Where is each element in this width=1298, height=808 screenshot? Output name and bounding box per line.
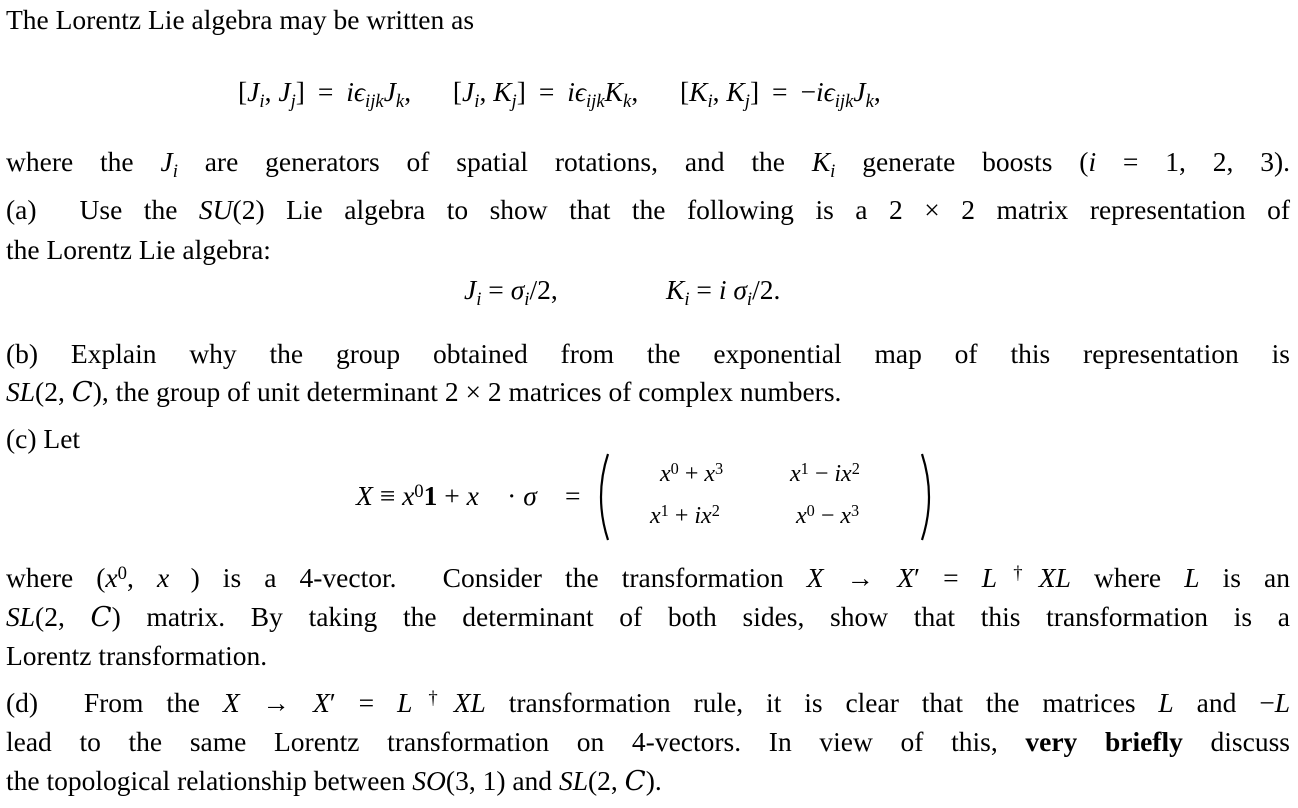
part-c-line2: SL(2, C) matrix. By taking the determinant of both sides, show that this transformation is a (6, 601, 1290, 633)
part-c-lhs: $X \equiv x^01$ + x⃗ · σ⃗ = (356, 480, 581, 511)
intro-line: The Lorentz Lie algebra may be written as (6, 4, 475, 35)
part-d-line2: lead to the same Lorentz transformation on 4-vectors. In view of this, very briefly discuss (6, 726, 1290, 757)
part-c-label: (c) Let (6, 423, 81, 454)
part-a-eq-j: $J_i = \sigma_i/2$, (464, 274, 558, 310)
where-generators-text: where the $J_i$ are generators of spatial rotations, and the $K_i$ generate boosts (i = 1, 2, 3). (6, 146, 1290, 182)
part-b-line1: (b) Explain why the group obtained from the exponential map of this representation is (6, 338, 1290, 369)
part-d-line3: the topological relationship between SO(3, 1) and SL(2, C). (6, 765, 662, 797)
commutator-jk: [$J_i$, $K_j] = i\epsilon_{ijk}K_k$, (452, 76, 639, 112)
commutator-jj: [$J_i$, $J_j] = i\epsilon_{ijk}J_k$, (238, 76, 412, 112)
part-c-line3: Lorentz transformation. (6, 640, 268, 671)
right-paren (918, 452, 940, 542)
part-a-eq-k: $K_i = i$ $\sigma_i/2$. (666, 274, 781, 310)
matrix-cell-21: $x^1 + ix^2$ (650, 500, 720, 529)
part-a-line2: the Lorentz Lie algebra: (6, 234, 271, 265)
left-paren (590, 452, 612, 542)
part-d-line1: (d) From the X → X′ = L†XL transformation rule, it is clear that the matrices L and −L (6, 687, 1291, 718)
commutator-equations (238, 76, 881, 112)
part-b-line2: SL(2, C), the group of unit determinant 2 × 2 matrices of complex numbers. (6, 376, 842, 408)
matrix-cell-12: $x^1 - ix^2$ (790, 458, 860, 487)
part-a-line1: (a) Use the SU(2) Lie algebra to show that the following is a 2 × 2 matrix representation of (6, 194, 1290, 225)
matrix-cell-11: $x^0 + x^3$ (660, 458, 724, 487)
matrix-x (590, 452, 940, 542)
commutator-kk: [$K_i$, $K_j] = -i\epsilon_{ijk}J_k$, (679, 76, 881, 112)
part-c-line1: where ($x^0$, x⃗) is a 4-vector. Consider the transformation X → X′ = L†XL where L is an (6, 562, 1290, 593)
matrix-cell-22: $x^0 - x^3$ (796, 500, 860, 529)
